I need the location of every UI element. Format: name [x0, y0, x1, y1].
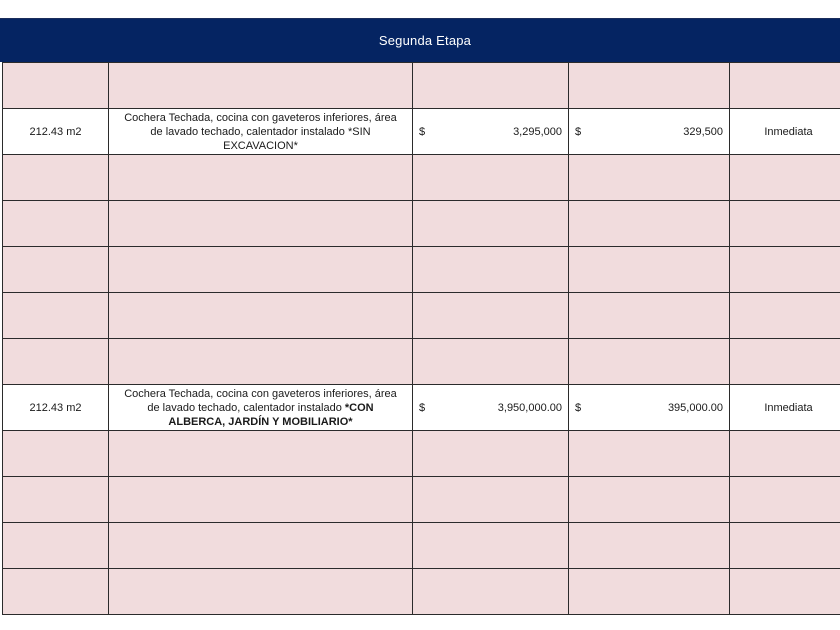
table-row	[3, 385, 840, 431]
section-title: Segunda Etapa	[378, 33, 472, 48]
description-cell[interactable]	[109, 385, 413, 431]
empty-cell[interactable]	[3, 431, 109, 477]
description-cell[interactable]	[109, 109, 413, 155]
empty-cell[interactable]	[3, 477, 109, 523]
empty-cell[interactable]	[730, 293, 840, 339]
description-line-3: ALBERCA, JARDÍN Y MOBILIARIO*	[168, 415, 353, 428]
empty-cell[interactable]	[413, 63, 569, 109]
empty-cell[interactable]	[569, 247, 730, 293]
delivery-cell[interactable]: Inmediata	[730, 385, 840, 431]
empty-cell[interactable]	[569, 201, 730, 247]
empty-cell[interactable]	[730, 569, 840, 615]
table-row	[3, 293, 840, 339]
empty-cell[interactable]	[569, 339, 730, 385]
empty-cell[interactable]	[569, 477, 730, 523]
empty-cell[interactable]	[109, 569, 413, 615]
description-line-1: Cochera Techada, cocina con gaveteros inferiores, área	[124, 387, 397, 400]
empty-cell[interactable]	[413, 339, 569, 385]
empty-cell[interactable]	[3, 569, 109, 615]
price-cell[interactable]	[413, 109, 569, 155]
empty-cell[interactable]	[109, 293, 413, 339]
section-header	[0, 18, 840, 62]
table-row	[3, 155, 840, 201]
empty-cell[interactable]	[569, 431, 730, 477]
area-cell[interactable]: 212.43 m2	[3, 109, 109, 155]
empty-cell[interactable]	[109, 201, 413, 247]
empty-cell[interactable]	[109, 523, 413, 569]
table-row	[3, 569, 840, 615]
empty-cell[interactable]	[3, 293, 109, 339]
deposit-currency: $	[575, 401, 582, 414]
deposit-value: 329,500	[683, 125, 723, 138]
deposit-value: 395,000.00	[667, 401, 723, 414]
empty-cell[interactable]	[730, 431, 840, 477]
empty-cell[interactable]	[569, 523, 730, 569]
table-row	[3, 431, 840, 477]
empty-cell[interactable]	[413, 155, 569, 201]
empty-cell[interactable]	[730, 523, 840, 569]
empty-cell[interactable]	[569, 293, 730, 339]
empty-cell[interactable]	[569, 155, 730, 201]
table-row	[3, 339, 840, 385]
deposit-currency: $	[575, 125, 582, 138]
deposit-cell[interactable]	[569, 109, 730, 155]
empty-cell[interactable]	[730, 247, 840, 293]
table-row	[3, 477, 840, 523]
price-currency: $	[419, 125, 426, 138]
empty-cell[interactable]	[730, 63, 840, 109]
empty-cell[interactable]	[109, 431, 413, 477]
delivery-cell[interactable]: Inmediata	[730, 109, 840, 155]
table-row	[3, 201, 840, 247]
empty-cell[interactable]	[3, 523, 109, 569]
empty-cell[interactable]	[109, 155, 413, 201]
empty-cell[interactable]	[3, 63, 109, 109]
table-row	[3, 523, 840, 569]
empty-cell[interactable]	[413, 477, 569, 523]
empty-cell[interactable]	[413, 293, 569, 339]
empty-cell[interactable]	[109, 477, 413, 523]
price-cell[interactable]	[413, 385, 569, 431]
empty-cell[interactable]	[569, 569, 730, 615]
empty-cell[interactable]	[569, 63, 730, 109]
description-line-1: Cochera Techada, cocina con gaveteros inferiores, área	[124, 111, 397, 124]
table-row	[3, 247, 840, 293]
empty-cell[interactable]	[3, 247, 109, 293]
description-line-3: EXCAVACION*	[223, 139, 298, 152]
price-value: 3,295,000	[513, 125, 562, 138]
empty-cell[interactable]	[730, 155, 840, 201]
empty-cell[interactable]	[109, 247, 413, 293]
empty-cell[interactable]	[109, 339, 413, 385]
table-row	[3, 63, 840, 109]
table-row	[3, 109, 840, 155]
description-line-2-bold: *CON	[344, 401, 374, 414]
empty-cell[interactable]	[730, 477, 840, 523]
empty-cell[interactable]	[413, 201, 569, 247]
spreadsheet-table	[2, 62, 840, 615]
empty-cell[interactable]	[413, 247, 569, 293]
price-currency: $	[419, 401, 426, 414]
empty-cell[interactable]	[3, 155, 109, 201]
empty-cell[interactable]	[413, 431, 569, 477]
empty-cell[interactable]	[413, 569, 569, 615]
empty-cell[interactable]	[109, 63, 413, 109]
area-cell[interactable]: 212.43 m2	[3, 385, 109, 431]
description-line-2: de lavado techado, calentador instalado	[150, 125, 348, 138]
empty-cell[interactable]	[730, 201, 840, 247]
description-line-2: de lavado techado, calentador instalado	[147, 401, 345, 414]
empty-cell[interactable]	[730, 339, 840, 385]
description-line-2-tail: *SIN	[347, 125, 371, 138]
empty-cell[interactable]	[3, 201, 109, 247]
deposit-cell[interactable]	[569, 385, 730, 431]
empty-cell[interactable]	[3, 339, 109, 385]
price-value: 3,950,000.00	[497, 401, 562, 414]
empty-cell[interactable]	[413, 523, 569, 569]
